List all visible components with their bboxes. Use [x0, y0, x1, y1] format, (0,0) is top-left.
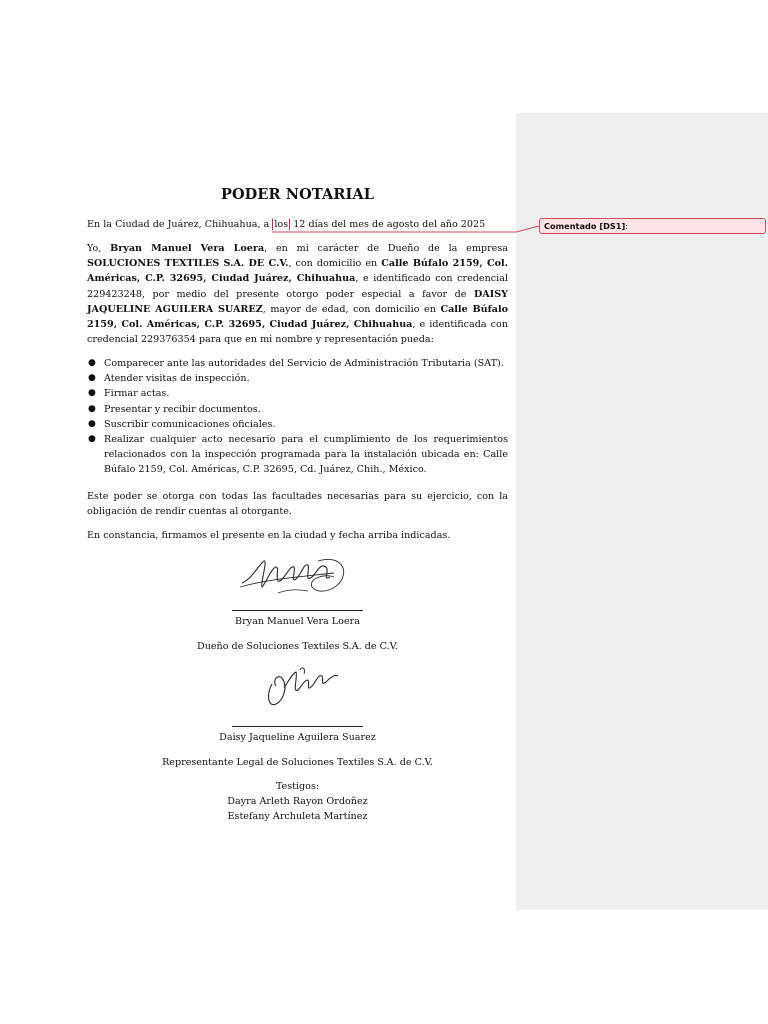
text-run: , en mi carácter de Dueño de la empresa [264, 243, 508, 254]
power-text: Realizar cualquier acto necesario para el cumplimiento de los requerimientos relacionados con la inspección programada para la instalación ubicada en: Calle Búfalo 2159, Col. Américas, C.P. 32695, Cd. Juárez, Chih., México. [104, 434, 508, 476]
bold-text-run: Bryan Manuel Vera Loera [110, 243, 265, 254]
signature-1-image [238, 553, 350, 599]
bullet-icon: ● [88, 388, 96, 399]
text-run: , con domicilio en [288, 258, 382, 270]
witness-1-name: Dayra Arleth Rayon Ordoñez [227, 796, 368, 807]
signature-2-image [262, 664, 342, 712]
power-text: Presentar y recibir documentos. [104, 403, 261, 415]
power-text: Suscribir comunicaciones oficiales. [104, 418, 276, 430]
comment-suffix: : [625, 221, 628, 231]
signature-1-line [232, 610, 363, 611]
signer-1-role: Dueño de Soluciones Textiles S.A. de C.V. [197, 641, 398, 652]
text-run: Yo, [87, 243, 111, 254]
bold-text-run: Calle Búfalo 2159, Col. Américas, C.P. 32695, Ciudad Juárez, Chihuahua [87, 303, 508, 331]
text-run: , e identificada con credencial 229376354 para que en mi nombre y representación pueda: [87, 319, 509, 346]
comment-balloon[interactable] [539, 218, 766, 234]
bold-text-run: DAISY JAQUELINE AGUILERA SUAREZ [87, 288, 508, 315]
power-list-item[interactable] [87, 356, 508, 371]
document-title: PODER NOTARIAL [220, 186, 375, 203]
signer-2-name: Daisy Jaqueline Aguilera Suarez [219, 732, 376, 743]
comment-author: Comentado [DS1] [544, 221, 626, 231]
bullet-icon: ● [88, 418, 96, 429]
power-text: Comparecer ante las autoridades del Servicio de Administración Tributaria (SAT). [104, 358, 504, 369]
place-date-after: 12 días del mes de agosto del año 2025 [290, 219, 486, 230]
bold-text-run: Calle Búfalo 2159, Col. Américas, C.P. 32695, Ciudad Juárez, Chihuahua [87, 258, 508, 285]
signer-2-role: Representante Legal de Soluciones Textiles S.A. de C.V. [162, 757, 433, 768]
witnesses-label: Testigos: [275, 781, 320, 792]
signer-1-name: Bryan Manuel Vera Loera [235, 616, 360, 627]
comment-anchor-text[interactable]: los [274, 219, 289, 230]
bullet-icon: ● [88, 403, 96, 414]
powers-list [87, 356, 508, 478]
place-date-before: En la Ciudad de Juárez, Chihuahua, a [87, 219, 273, 230]
bullet-icon: ● [88, 373, 96, 384]
power-list-item[interactable] [87, 432, 508, 478]
text-run: , e identificado con credencial 229423248, por medio del presente otorgo poder especial a favor de [87, 273, 509, 300]
bold-text-run: SOLUCIONES TEXTILES S.A. DE C.V. [87, 258, 289, 270]
witness-2-name: Estefany Archuleta Martínez [227, 811, 368, 822]
comment-connector-line [0, 0, 768, 240]
signature-2-line [232, 726, 363, 727]
power-list-item[interactable] [87, 371, 508, 386]
bullet-icon: ● [88, 434, 96, 445]
text-run: , mayor de edad, con domicilio en [262, 303, 441, 315]
grant-paragraph[interactable] [87, 241, 508, 347]
power-text: Atender visitas de inspección. [104, 373, 250, 385]
power-list-item[interactable] [87, 402, 508, 417]
power-list-item[interactable] [87, 386, 508, 401]
bullet-icon: ● [88, 358, 96, 368]
obligation-paragraph[interactable]: Este poder se otorga con todas las facultades necesarias para su ejercicio, con la obligación de rendir cuentas al otorgante. [87, 491, 508, 518]
attestation-paragraph[interactable]: En constancia, firmamos el presente en la ciudad y fecha arriba indicadas. [87, 530, 451, 541]
power-list-item[interactable] [87, 417, 508, 432]
power-text: Firmar actas. [104, 388, 170, 400]
